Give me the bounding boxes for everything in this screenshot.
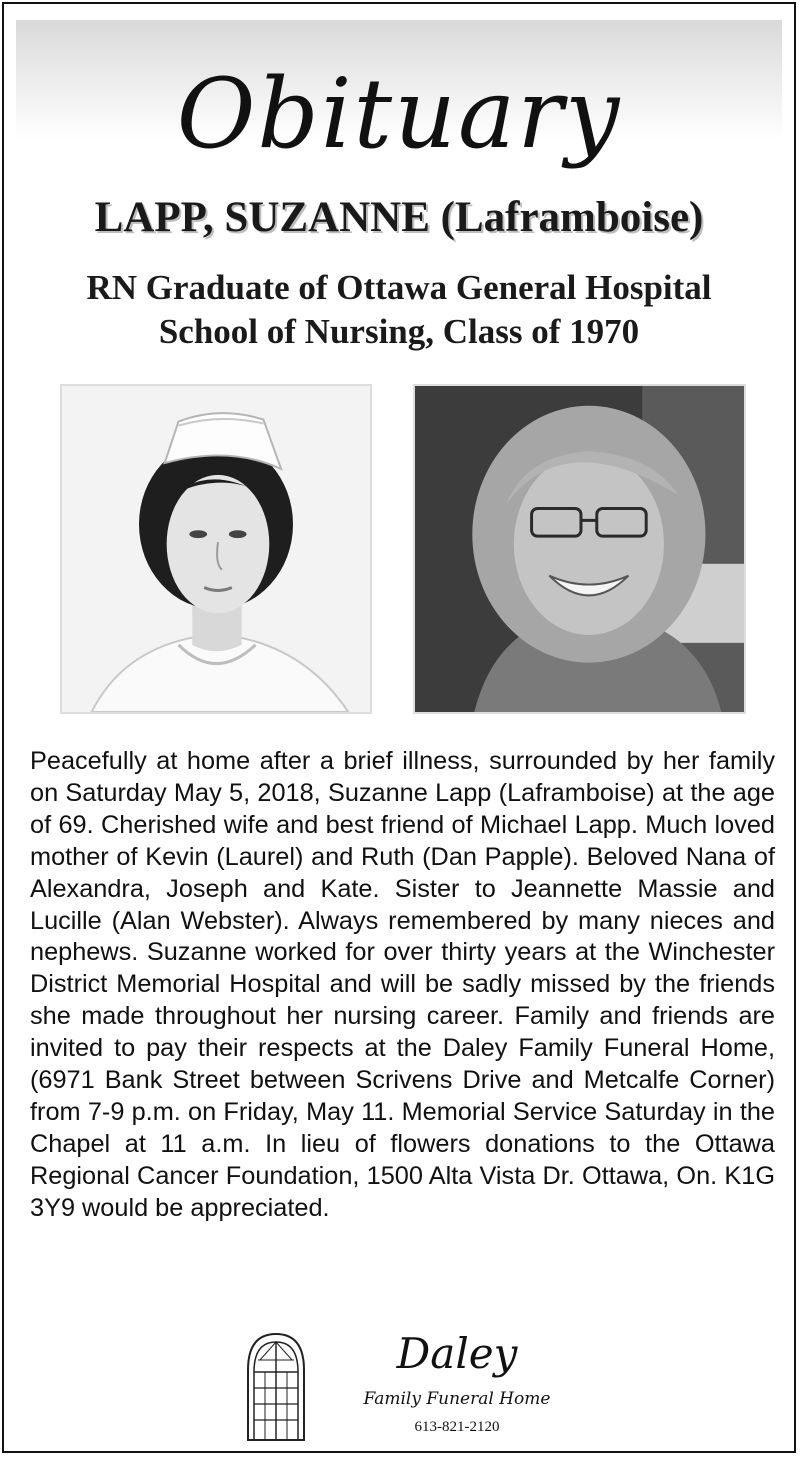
masthead-title: Obituary bbox=[176, 58, 622, 170]
subtitle-line-1: RN Graduate of Ottawa General Hospital bbox=[86, 268, 712, 307]
brand-tagline: Family Funeral Home bbox=[363, 1389, 551, 1409]
young-nurse-photo bbox=[60, 384, 372, 714]
brand-name: Daley bbox=[396, 1329, 518, 1378]
arched-window-icon bbox=[244, 1330, 308, 1442]
smiling-woman-photo bbox=[413, 384, 746, 714]
brand-phone: 613-821-2120 bbox=[414, 1419, 500, 1435]
deceased-name: LAPP, SUZANNE (Laframboise) bbox=[94, 194, 704, 241]
subtitle-line-2: School of Nursing, Class of 1970 bbox=[158, 312, 640, 351]
obituary-body: Peacefully at home after a brief illness, surrounded by her family on Saturday May 5, 2018, Suzanne Lapp (Laframboise) at the age of 69. Cherished wife and best friend of Michael Lapp. Much loved mother of Kevin (Laurel) and Ruth (Dan Papple). Beloved Nana of Alexandra, Joseph and Kate. Sister to Jeannette Massie and Lucille (Alan Webster). Always remembered by many nieces and nephews. Suzanne worked for over thirty years at the Winchester District Memorial Hospital and will be sadly missed by the friends she made throughout her nursing career. Family and friends are invited to pay their respects at the Daley Family Funeral Home, (6971 Bank Street between Scrivens Drive and Metcalfe Corner) from 7-9 p.m. on Friday, May 11. Memorial Service Saturday in the Chapel at 11 a.m. In lieu of flowers donations to the Ottawa Regional Cancer Foundation, 1500 Alta Vista Dr. Ottawa, On. K1G 3Y9 would be appreciated. bbox=[30, 747, 775, 1222]
obituary-notice bbox=[2, 2, 796, 1453]
funeral-home-brand bbox=[342, 1330, 572, 1438]
deceased-subtitle bbox=[4, 266, 794, 354]
